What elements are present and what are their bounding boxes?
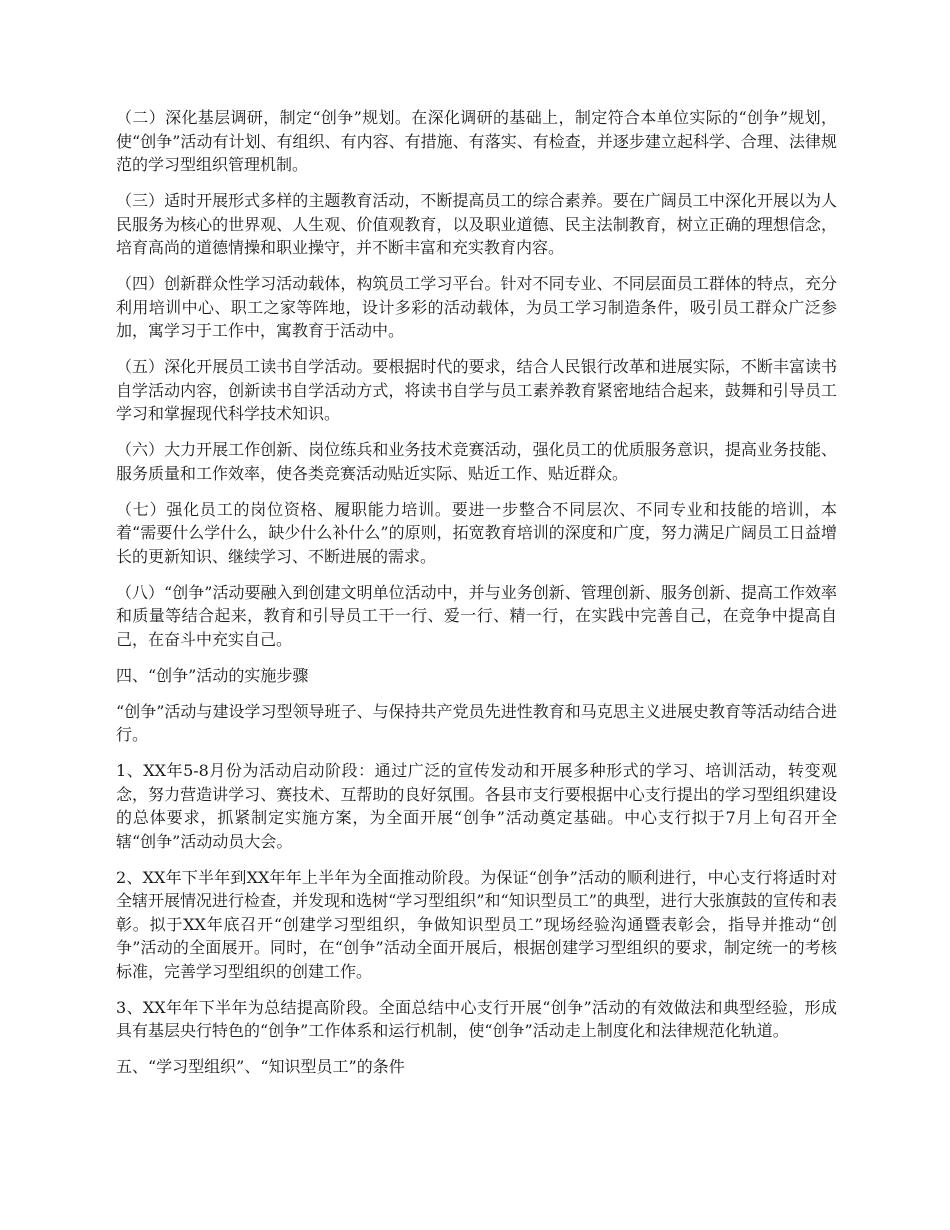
paragraph-6-skill-competition: （六）大力开展工作创新、岗位练兵和业务技术竞赛活动，强化员工的优质服务意识，提高业务技能、服务质量和工作效率，使各类竞赛活动贴近实际、贴近工作、贴近群众。 <box>116 440 837 483</box>
paragraph-step-2-promotion: 2、XX年下半年到XX年年上半年为全面推动阶段。为保证“创争”活动的顺利进行，中心支行将适时对全辖开展情况进行检查，并发现和选树“学习型组织”和“知识型员工”的典型，进行大张旗鼓的宣传和表彰。拟于XX年底召开“创建学习型组织，争做知识型员工”现场经验沟通暨表彰会，指导并推动“创争”活动的全面展开。同时，在“创争”活动全面开展后，根据创建学习型组织的要求，制定统一的考核标准，完善学习型组织的创建工作。 <box>116 867 837 981</box>
paragraph-step-1-launch: 1、XX年5-8月份为活动启动阶段：通过广泛的宣传发动和开展多种形式的学习、培训活动，转变观念，努力营造讲学习、赛技术、互帮助的良好氛围。各县市支行要根据中心支行提出的学习型组织建设的总体要求，抓紧制定实施方案，为全面开展“创争”活动奠定基础。中心支行拟于7月上旬召开全辖“创争”活动动员大会。 <box>116 761 837 851</box>
paragraph-step-3-summary: 3、XX年年下半年为总结提高阶段。全面总结中心支行开展“创争”活动的有效做法和典型经验，形成具有基层央行特色的“创争”工作体系和运行机制，使“创争”活动走上制度化和法律规范化轨道。 <box>116 997 837 1040</box>
paragraph-2-grassroots-research: （二）深化基层调研，制定“创争”规划。在深化调研的基础上，制定符合本单位实际的“创争”规划，使“创争”活动有计划、有组织、有内容、有措施、有落实、有检查，并逐步建立起科学、合理、法律规范的学习型组织管理机制。 <box>116 108 837 174</box>
section-heading-4-steps: 四、“创争”活动的实施步骤 <box>116 665 309 685</box>
section-heading-5-conditions: 五、“学习型组织”、“知识型员工”的条件 <box>116 1057 405 1076</box>
paragraph-7-qualification-training: （七）强化员工的岗位资格、履职能力培训。要进一步整合不同层次、不同专业和技能的培训，本着“需要什么学什么，缺少什么补什么”的原则，拓宽教育培训的深度和广度，努力满足广阔员工日益增长的更新知识、继续学习、不断进展的需求。 <box>116 499 837 566</box>
paragraph-5-reading-activity: （五）深化开展员工读书自学活动。要根据时代的要求，结合人民银行改革和进展实际，不断丰富读书自学活动内容，创新读书自学活动方式，将读书自学与员工素养教育紧密地结合起来，鼓舞和引导员工学习和掌握现代科学技术知识。 <box>116 357 837 423</box>
paragraph-3-theme-education: （三）适时开展形式多样的主题教育活动，不断提高员工的综合素养。要在广阔员工中深化开展以为人民服务为核心的世界观、人生观、价值观教育，以及职业道德、民主法制教育，树立正确的理想信念，培育高尚的道德情操和职业操守，并不断丰富和充实教育内容。 <box>116 191 837 257</box>
paragraph-4-learning-platform: （四）创新群众性学习活动载体，构筑员工学习平台。针对不同专业、不同层面员工群体的特点，充分利用培训中心、职工之家等阵地，设计多彩的活动载体，为员工学习制造条件，吸引员工群众广泛参加，寓学习于工作中，寓教育于活动中。 <box>116 274 837 340</box>
paragraph-steps-intro: “创争”活动与建设学习型领导班子、与保持共产党员先进性教育和马克思主义进展史教育等活动结合进行。 <box>116 701 837 744</box>
paragraph-8-civilized-unit: （八）“创争”活动要融入到创建文明单位活动中，并与业务创新、管理创新、服务创新、提高工作效率和质量等结合起来，教育和引导员工干一行、爱一行、精一行，在实践中完善自己，在竞争中提高自己，在奋斗中充实自己。 <box>116 582 837 649</box>
